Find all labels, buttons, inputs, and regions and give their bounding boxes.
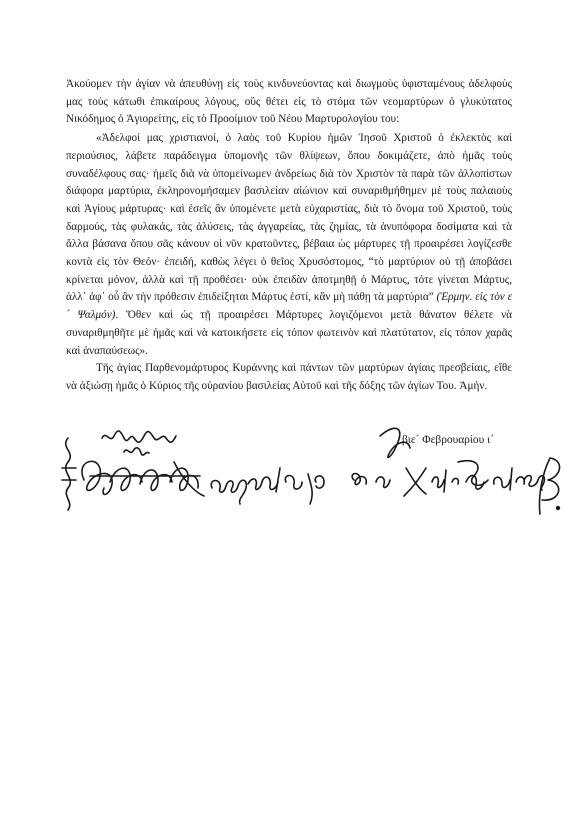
intro-paragraph: Ἀκούομεν τὴν ἁγίαν νὰ ἀπευθύνῃ εἰς τοὺς κινδυνεύοντας καὶ διωγμοὺς ὑφισταμένους ἀδελφοὺς μας τοὺς κάτωθι ἐπικαίρους λόγους, οὓς θέτει εἰς τὸ στόμα τῶν νεομαρτύρων ὁ γλυκύτατος Νικόδημος ὁ Ἁγιορείτης, εἰς τὸ Προοίμιον τοῦ Νέου Μαρτυρολογίου του: xyxy=(66,78,512,126)
quote-paragraph xyxy=(66,130,512,360)
closing-paragraph: Τῆς ἁγίας Παρθενομάρτυρος Κυράννης καὶ πάντων τῶν μαρτύρων ἁγίαις πρεσβείαις, εἴθε νὰ ἀξιώσῃ ἡμᾶς ὁ Κύριος τῆς οὐρανίου βασιλείας Αὐτοῦ καὶ τῆς δόξης τῶν ἁγίων Του. Ἀμήν. xyxy=(66,362,512,392)
quote-citation: (Ἑρμην. εἰς τὸν ε´ Ψαλμόν) xyxy=(66,291,512,322)
handwritten-signature xyxy=(54,418,564,528)
quote-tail-text: . Ὅθεν καὶ ὡς τῇ προαιρέσει Μάρτυρες λογιζόμενοι μετὰ θάνατον θέλετε νὰ συναριθμηθῆτε μὲ ἡμᾶς καὶ νὰ κατοικήσετε εἰς τόπον φωτεινὸν καὶ πλατύτατον, εἰς τόπον χαρᾶς καὶ ἀναπαύσεως». xyxy=(66,309,513,357)
signature-scribble xyxy=(54,418,564,528)
quote-main-text: «Ἀδελφοί μας χριστιανοί, ὁ λαὸς τοῦ Κυρίου ἡμῶν Ἰησοῦ Χριστοῦ ὁ ἐκλεκτὸς καὶ περιούσιος, λάβετε παράδειγμα ὑπομονῆς τῶν θλίψεων, ὅπου δοκιμάζετε, ἀπὸ ἡμᾶς τοὺς συναδέλφους σας· ἡμεῖς διὰ νὰ ὑπομείνωμεν ἀνδρείως διὰ τὸν Χριστὸν τὰ παρὰ τῶν ἀλλοπίστων διάφορα μαρτύρια, ἐκληρονομήσαμεν βασιλείαν αἰώνιον καὶ συναριθμήθημεν μὲ τοὺς παλαιοὺς καὶ Ἁγίους μάρτυρας· καὶ ἐσεῖς ἂν ὑπομένετε μετὰ εὐχαριστίας, διὰ τὸ ὄνομα τοῦ Χριστοῦ, τοὺς δαρμούς, τὰς φυλακάς, τὰς ἁλύσεις, τὰς ἀγγαρείας, τὰς ζημίας, τὰ ἀνυπόφορα δοσίματα καὶ τὰ ἄλλα βάσανα ὅπου σᾶς κάνουν οἱ νῦν κρατοῦντες, βέβαια ὡς μάρτυρες τῇ προαιρέσει λογίζεσθε κοντὰ εἰς τὸν Θεόν· ἐπειδή, καθὼς λέγει ὁ θεῖος Χρυσόστομος, “τὸ μαρτύριον οὐ τῇ ἀποβάσει κρίνεται μόνον, ἀλλὰ καὶ τῇ προθέσει· οὐκ ἐπειδὰν ἀποτμηθῇ ὁ Μάρτυς, τότε γίνεται Μάρτυς, ἀλλ᾽ ἀφ᾽ οὗ ἂν τὴν πρόθεσιν ἐπιδείξηται Μάρτυς ἐστί, κἂν μὴ πάθῃ τὰ μαρτύρια” xyxy=(66,132,512,304)
date-line: βιε´ Φεβρουαρίου ι´ xyxy=(402,434,494,446)
letter-body xyxy=(66,76,512,396)
